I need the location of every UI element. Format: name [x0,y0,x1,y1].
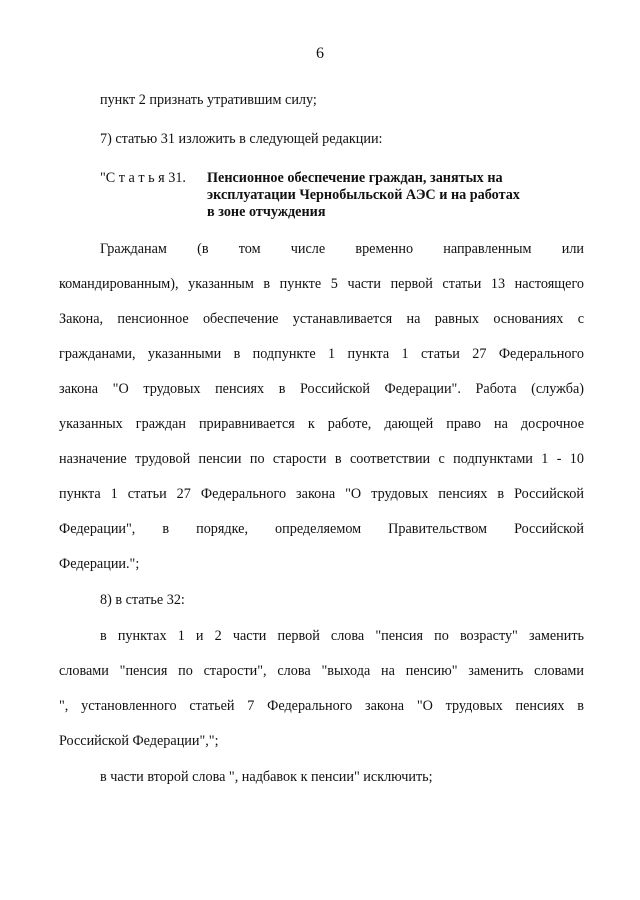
article-body-line: указанных граждан приравнивается к работе, дающей право на досрочное [59,416,584,432]
article-body-line: Закона, пенсионное обеспечение устанавливается на равных основаниях с [59,311,584,327]
article-32-line: словами "пенсия по старости", слова "выхода на пенсию" заменить словами [59,663,584,679]
article-body-line: пункта 1 статьи 27 Федерального закона "О трудовых пенсиях в Российской [59,486,584,502]
paragraph-article-32-intro: 8) в статье 32: [100,592,185,608]
article-32-line: Российской Федерации","; [59,733,219,749]
article-32-line: в пунктах 1 и 2 части первой слова "пенсия по возрасту" заменить [100,628,584,644]
article-body-line: Федерации."; [59,556,140,572]
article-31-label: "С т а т ь я 31. [100,170,186,186]
article-body-line: гражданами, указанными в подпункте 1 пункта 1 статьи 27 Федерального [59,346,584,362]
article-body-line: Федерации", в порядке, определяемом Правительством Российской [59,521,584,537]
paragraph-part-two: в части второй слова ", надбавок к пенсии" исключить; [100,769,433,785]
page-number: 6 [316,45,324,62]
article-title-line: в зоне отчуждения [207,204,326,220]
article-title-line: Пенсионное обеспечение граждан, занятых на [207,170,503,186]
article-body-line: командированным), указанным в пункте 5 части первой статьи 13 настоящего [59,276,584,292]
article-body-line: назначение трудовой пенсии по старости в соответствии с подпунктами 1 - 10 [59,451,584,467]
article-body-line: Гражданам (в том числе временно направленным или [100,241,584,257]
article-32-line: ", установленного статьей 7 Федерального закона "О трудовых пенсиях в [59,698,584,714]
article-31-title [207,170,520,221]
article-body-line: закона "О трудовых пенсиях в Российской Федерации". Работа (служба) [59,381,584,397]
paragraph-item-2-repeal: пункт 2 признать утратившим силу; [100,92,317,108]
paragraph-article-31-intro: 7) статью 31 изложить в следующей редакции: [100,131,383,147]
article-title-line: эксплуатации Чернобыльской АЭС и на работах [207,187,520,203]
